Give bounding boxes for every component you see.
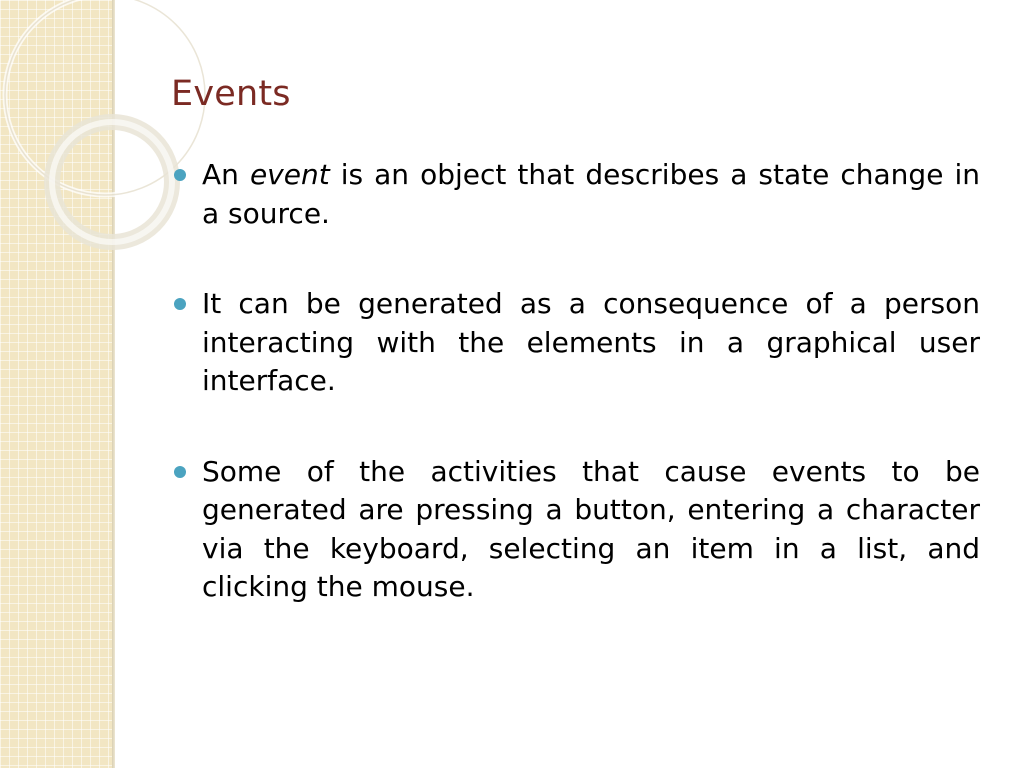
bullet-text: Some of the activities that cause events to be generated are pressing a button, entering a character via the keyboard, selecting an item in a list, and clicking the mouse. [202,454,980,603]
slide-title: Events [171,74,291,114]
bullet-item [172,453,980,607]
bullet-text-emphasis: event [249,158,330,191]
bullet-text: It can be generated as a consequence of a person interacting with the elements in a graphical user interface. [202,287,980,397]
bullet-item [172,156,980,233]
bullet-text-lead: An [202,158,250,191]
bullet-dot-icon [174,466,186,478]
bullet-dot-icon [174,298,186,310]
bullet-text-rest: is an object that describes a state change in a source. [202,158,980,230]
decorative-circles [0,0,180,260]
bullet-dot-icon [174,169,186,181]
bullet-item [172,285,980,401]
bullet-list [172,156,980,659]
